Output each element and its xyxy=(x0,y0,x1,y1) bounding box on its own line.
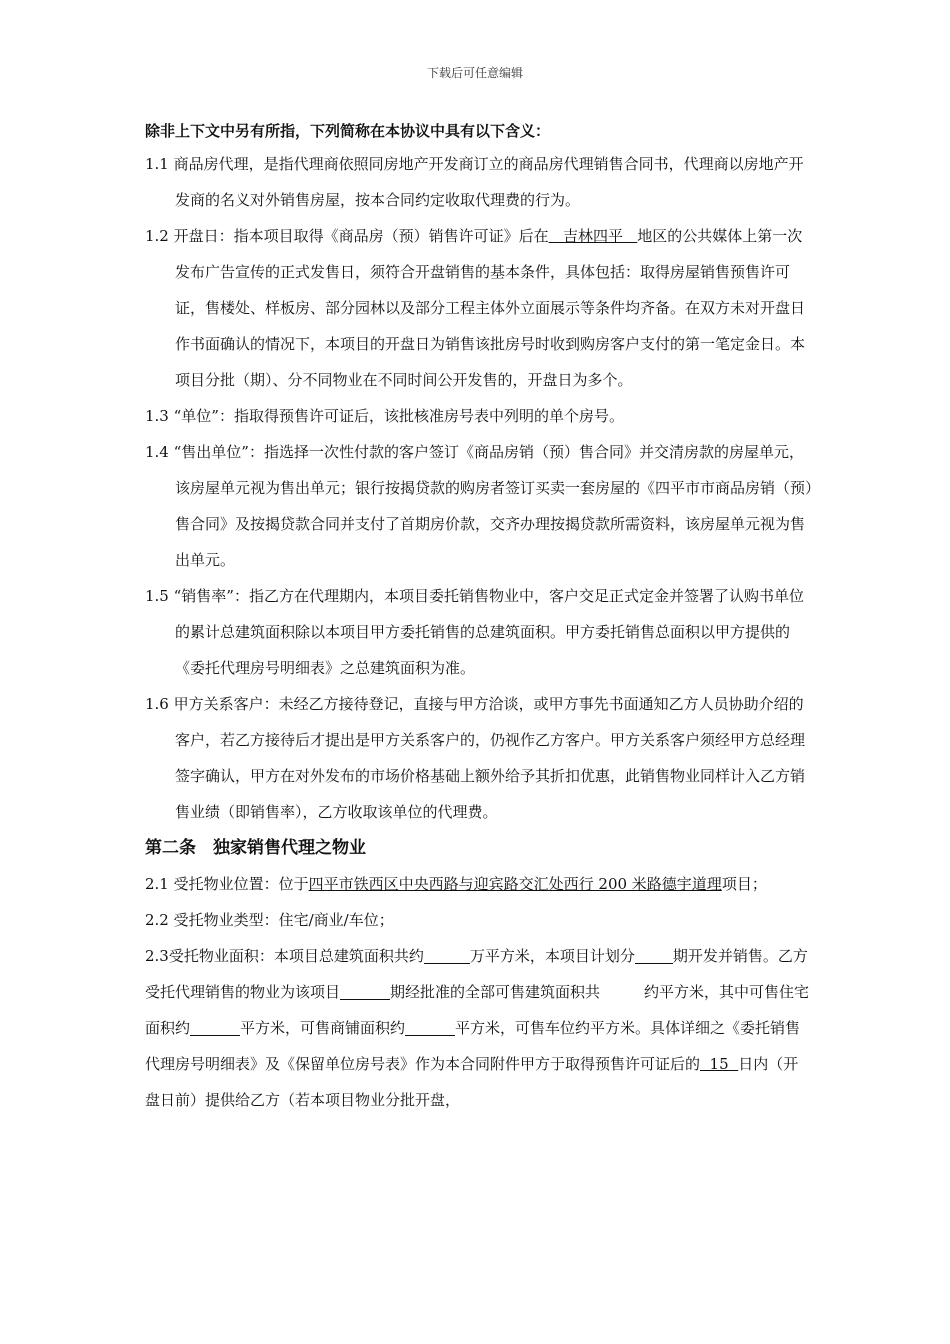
phase-number-blank xyxy=(340,983,390,1000)
clause-1-4 xyxy=(145,434,813,578)
definitions-intro: 除非上下文中另有所指，下列简称在本协议中具有以下含义： xyxy=(145,122,551,140)
clause-1-3 xyxy=(145,398,813,434)
clause-1-5 xyxy=(145,578,813,686)
clause-1-2 xyxy=(145,218,813,398)
clause-text: 平方米，可售商铺面积约 xyxy=(240,1019,406,1037)
property-location-field: 四平市铁西区中央西路与迎宾路交汇处西行 200 米路德宇道理 xyxy=(308,875,722,893)
clause-number: 1.2 xyxy=(145,227,169,245)
clause-text: “单位”：指取得预售许可证后，该批核准房号表中列明的单个房号。 xyxy=(168,407,624,425)
clause-text: 甲方关系客户：未经乙方接待登记，直接与甲方洽谈，或甲方事先书面通知乙方人员协助介绍的客户，若乙方接待后才提出是甲方关系客户的，仍视作乙方客户。甲方关系客户须经甲方总经理签字确认，甲方在对外发布的市场价格基础上额外给予其折扣优惠，此销售物业同样计入乙方销售业绩（即销售率），乙方收取该单位的代理费。 xyxy=(168,695,806,821)
document-body xyxy=(145,120,813,1118)
clause-number: 1.3 xyxy=(145,407,169,425)
clause-number: 2.1 xyxy=(145,875,169,893)
phase-count-blank xyxy=(635,947,673,964)
clause-2-1 xyxy=(145,866,813,902)
clause-1-6 xyxy=(145,686,813,830)
clause-text: 受托物业类型：住宅/商业/车位； xyxy=(168,911,394,929)
clause-text: 约平方米，其中可售住宅面积约 xyxy=(145,983,810,1037)
clause-text: 受托物业位置：位于 xyxy=(168,875,309,893)
residential-area-blank xyxy=(190,1019,240,1036)
shop-area-blank xyxy=(405,1019,455,1036)
clause-number: 2.2 xyxy=(145,911,169,929)
clause-number: 1.6 xyxy=(145,695,169,713)
clause-text: 受托物业面积：本项目总建筑面积共约 xyxy=(168,947,424,965)
days-field: 15 xyxy=(700,1055,739,1073)
article-2-heading: 第二条 独家销售代理之物业 xyxy=(145,838,366,858)
clause-text: 地区的公共媒体上第一次发布广告宣传的正式发售日，须符合开盘销售的基本条件，具体包括：取得房屋销售预售许可证，售楼处、样板房、部分园林以及部分工程主体外立面展示等条件均齐备。在双方未对开盘日作书面确认的情况下，本项目的开盘日为销售该批房号时收到购房客户支付的第一笔定金日。本项目分批（期）、分不同物业在不同时间公开发售的，开盘日为多个。 xyxy=(175,227,806,389)
clause-2-2 xyxy=(145,902,813,938)
clause-text: 万平方米，本项目计划分 xyxy=(469,947,635,965)
clause-number: 2.3 xyxy=(145,947,169,965)
page-header: 下载后可任意编辑 xyxy=(426,66,523,80)
clause-text: 项目； xyxy=(721,875,767,893)
clause-text: 期经批准的全部可售建筑面积共 xyxy=(390,983,601,1001)
total-area-blank xyxy=(424,947,470,964)
opening-location-field: 吉林四平 xyxy=(548,227,638,245)
clause-2-3 xyxy=(145,938,813,1118)
clause-text: 日内（开盘日前）提供给乙方（若本项目物业分批开盘， xyxy=(145,1055,799,1109)
clause-text: 开盘日：指本项目取得《商品房（预）销售许可证》后在 xyxy=(168,227,549,245)
clause-number: 1.1 xyxy=(145,155,169,173)
clause-text: 商品房代理，是指代理商依照同房地产开发商订立的商品房代理销售合同书，代理商以房地产开发商的名义对外销售房屋，按本合同约定收取代理费的行为。 xyxy=(168,155,804,209)
clause-text: 平方米，可售车位约平方米。具体详细之《委托销售代理房号明细表》及《保留单位房号表》作为本合同附件甲方于取得预售许可证后的 xyxy=(145,1019,801,1073)
clause-1-1 xyxy=(145,146,813,218)
clause-text: “售出单位”：指选择一次性付款的客户签订《商品房销（预）售合同》并交清房款的房屋单元，该房屋单元视为售出单元；银行按揭贷款的购房者签订买卖一套房屋的《四平市市商品房销（预）售合同》及按揭贷款合同并支付了首期房价款，交齐办理按揭贷款所需资料，该房屋单元视为售出单元。 xyxy=(168,443,813,569)
clause-number: 1.4 xyxy=(145,443,169,461)
clause-text: 期开发并销售。乙方受托代理销售的物业为该项目 xyxy=(145,947,808,1001)
clause-number: 1.5 xyxy=(145,587,169,605)
clause-text: “销售率”：指乙方在代理期内，本项目委托销售物业中，客户交足正式定金并签署了认购书单位的累计总建筑面积除以本项目甲方委托销售的总建筑面积。甲方委托销售总面积以甲方提供的《委托代理房号明细表》之总建筑面积为准。 xyxy=(168,587,804,677)
